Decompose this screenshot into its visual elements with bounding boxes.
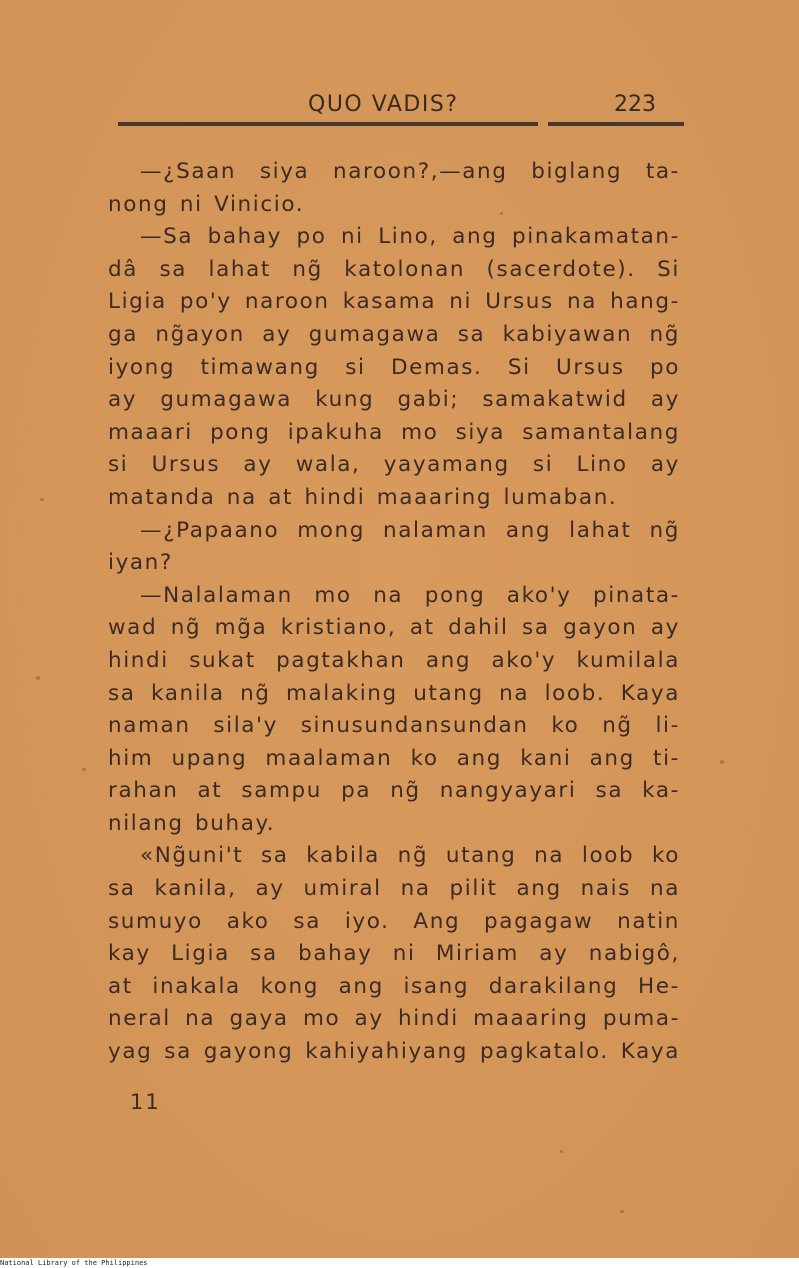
text-line: kay Ligia sa bahay ni Miriam ay nabigô, <box>108 941 680 967</box>
paper-speck <box>40 498 44 501</box>
paper-speck <box>720 760 724 764</box>
running-header <box>118 86 684 130</box>
text-line: Ligia po'y naroon kasama ni Ursus na hang- <box>108 289 680 315</box>
signature-mark: 11 <box>130 1090 161 1114</box>
footer-credit: National Library of the Philippines <box>0 1259 148 1267</box>
header-rule-left <box>118 122 538 126</box>
text-line: rahan at sampu pa ng̃ nangyayari sa ka- <box>108 778 680 804</box>
paper-speck <box>620 1210 624 1213</box>
text-line: nilang buhay. <box>108 810 276 836</box>
paper-speck <box>36 676 40 680</box>
text-line: sa kanila ng̃ malaking utang na loob. Kaya <box>108 680 680 706</box>
text-line: ay gumagawa kung gabi; samakatwid ay <box>108 387 680 413</box>
text-line: neral na gaya mo ay hindi maaaring puma- <box>108 1006 680 1032</box>
text-line: him upang maalaman ko ang kani ang ti- <box>108 745 680 771</box>
text-line: yag sa gayong kahiyahiyang pagkatalo. Kaya <box>108 1039 680 1065</box>
paper-speck <box>82 768 86 771</box>
text-line: —Nalalaman mo na pong ako'y pinata- <box>140 582 680 608</box>
text-line: —¿Saan siya naroon?,—ang biglang ta- <box>140 159 680 184</box>
text-line: ga ng̃ayon ay gumagawa sa kabiyawan ng̃ <box>108 321 680 347</box>
text-line: —Sa bahay po ni Lino, ang pinakamatan- <box>140 224 680 250</box>
text-line: nong ni Vinicio. <box>108 191 305 217</box>
header-rule-right <box>548 122 684 126</box>
text-line: —¿Papaano mong nalaman ang lahat ng̃ <box>140 517 680 543</box>
running-title: QUO VADIS? <box>308 92 459 117</box>
text-line: matanda na at hindi maaaring lumaban. <box>108 484 618 510</box>
body-text <box>108 156 680 1069</box>
text-line: «Ng̃uni't sa kabila ng̃ utang na loob ko <box>140 843 680 869</box>
text-line: hindi sukat pagtakhan ang ako'y kumilala <box>108 647 680 673</box>
text-line: naman sila'y sinusundansundan ko ng̃ li- <box>108 713 680 739</box>
text-line: maaari pong ipakuha mo siya samantalang <box>108 419 680 445</box>
text-line: si Ursus ay wala, yayamang si Lino ay <box>108 452 680 478</box>
page-number: 223 <box>614 92 656 117</box>
text-line: dâ sa lahat ng̃ katolonan (sacerdote). Si <box>108 256 680 282</box>
text-line: iyan? <box>108 550 173 576</box>
text-line: wad ng̃ mg̃a kristiano, at dahil sa gayon ay <box>108 615 680 641</box>
paper-speck <box>560 1150 563 1153</box>
text-line: sumuyo ako sa iyo. Ang pagagaw natin <box>108 908 680 934</box>
text-line: iyong timawang si Demas. Si Ursus po <box>108 354 680 380</box>
text-line: at inakala kong ang isang darakilang He- <box>108 973 680 999</box>
text-line: sa kanila, ay umiral na pilit ang nais na <box>108 876 680 902</box>
